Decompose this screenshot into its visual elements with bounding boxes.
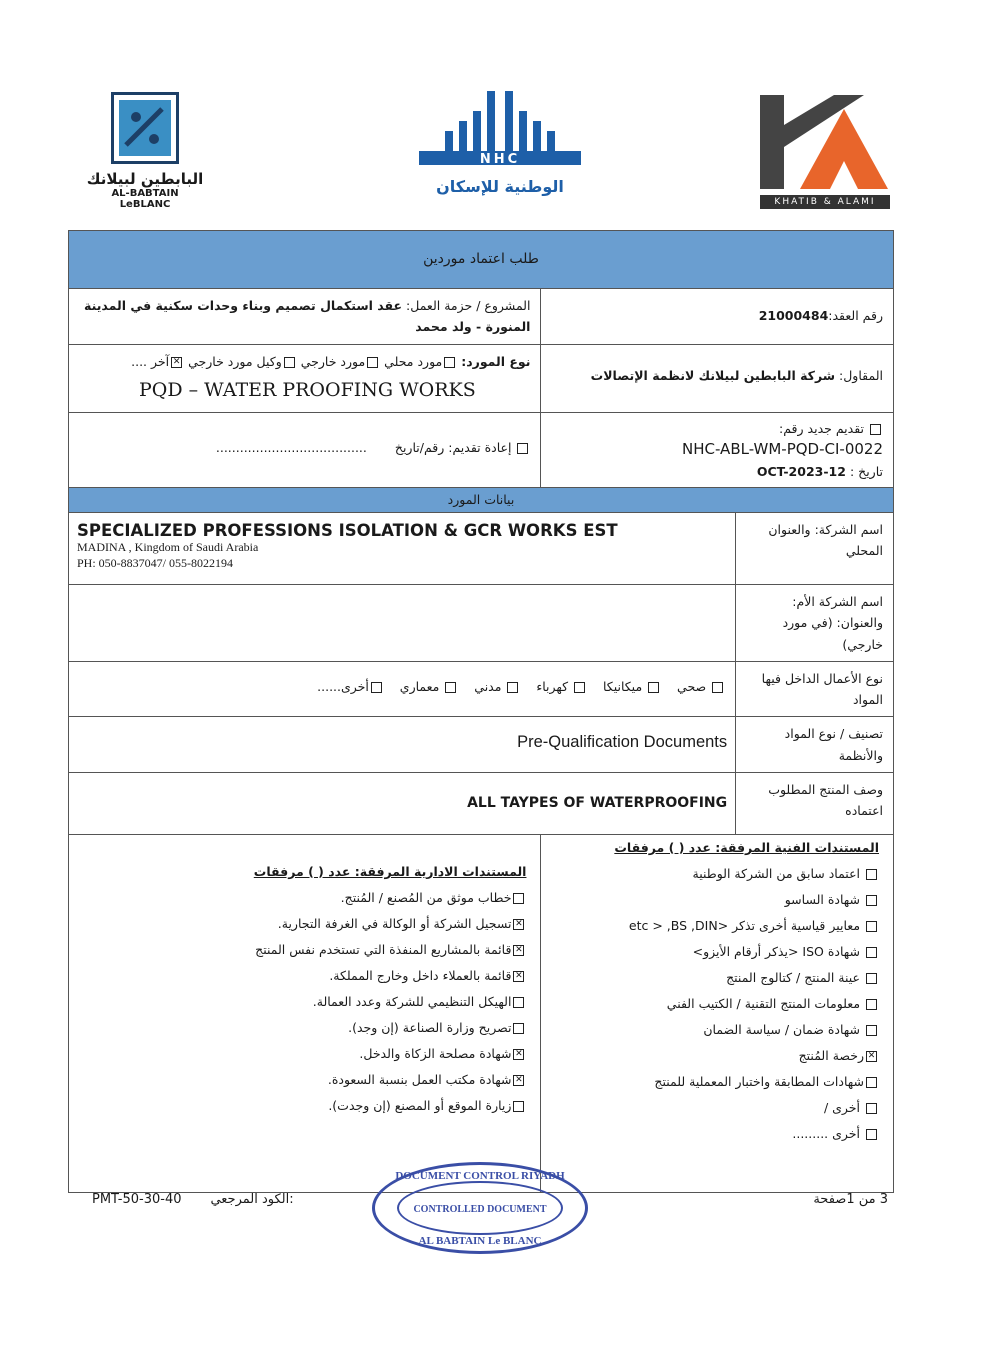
product-value: ALL TAYPES OF WATERPROOFING (69, 772, 736, 834)
logo-header (0, 0, 1000, 225)
technical-doc-checkbox[interactable] (866, 973, 877, 984)
project-label: المشروع / حزمة العمل: (406, 298, 531, 313)
al-babtain-logo (85, 92, 205, 210)
nhc-arabic-name: الوطنية للإسكان (436, 177, 564, 196)
submission-number: NHC-ABL-WM-PQD-CI-0022 (682, 440, 883, 459)
al-babtain-english-name: AL-BABTAIN LeBLANC (111, 188, 179, 210)
company-address: MADINA , Kingdom of Saudi Arabia (77, 540, 259, 555)
company-name: SPECIALIZED PROFESSIONS ISOLATION & GCR WORKS EST (77, 521, 618, 541)
al-babtain-arabic-name: البابطين لبيلانك (86, 170, 204, 188)
resubmission-checkbox[interactable] (517, 443, 528, 454)
admin-doc-checkbox[interactable]: ✕ (515, 970, 523, 981)
contractor-label: المقاول: (839, 367, 883, 383)
resubmission-cell (69, 413, 541, 488)
nhc-logo (415, 85, 585, 196)
supplier-data-header: بيانات المورد (69, 488, 894, 513)
project-value: عقد استكمال تصميم وبناء وحدات سكنية في المدينة المنورة - ولد محمد (84, 298, 531, 335)
al-babtain-emblem-icon (111, 92, 179, 164)
document-control-stamp (372, 1162, 588, 1254)
company-info-cell (69, 513, 736, 585)
technical-docs-cell (541, 834, 894, 1192)
architectural-checkbox[interactable] (445, 682, 456, 693)
mechanical-checkbox[interactable] (648, 682, 659, 693)
form-title: طلب اعتماد موردين (69, 231, 894, 289)
supplier-type-label: نوع المورد: (461, 353, 531, 369)
product-label: وصف المنتج المطلوب اعتماده (736, 772, 894, 834)
classification-value: Pre-Qualification Documents (69, 717, 736, 773)
khatib-alami-name: KHATIB & ALAMI (760, 195, 890, 209)
other-works-checkbox[interactable] (371, 682, 382, 693)
agent-supplier-checkbox[interactable] (284, 357, 295, 368)
contract-number: 21000484 (758, 308, 829, 323)
reference-code (92, 1192, 294, 1207)
company-phone: PH: 050-8837047/ 055-8022194 (77, 555, 233, 570)
company-label: اسم الشركة: والعنوان المحلي (736, 513, 894, 585)
classification-label: تصنيف / نوع المواد والأنظمة (736, 717, 894, 773)
page-number: 3 من 1صفحة (813, 1192, 888, 1207)
nhc-building-icon (415, 85, 585, 175)
admin-doc-checkbox[interactable]: ✕ (515, 944, 523, 955)
contract-cell (541, 289, 894, 345)
date-value: 12-OCT-2023 (756, 463, 846, 479)
technical-docs-list: المستندات الفنية المرفقة: عدد ( ) مرفقات اعتماد سابق من الشركة الوطنية شهادة الساسو معايير قياسية أخرى تذكر <etc > ,BS ,DIN شهادة ISO <يذكر أرقام الأيزو> عينة المنتج / كتالوج المنتج معلومات المنتج التقنية / الكتيب الفني شهادة ضمان / سياسة الضمان ✕رخصة المُنتج شهادات المطابقة واختبار المعملية للمنتج أخرى / أخرى ......... (541, 835, 893, 1147)
admin-docs-cell (69, 834, 541, 1192)
parent-company-value (69, 585, 736, 662)
technical-doc-checkbox[interactable] (866, 869, 877, 880)
technical-doc-checkbox[interactable]: ✕ (867, 1050, 876, 1061)
date-label: تاريخ : (849, 463, 883, 479)
new-submission-label: تقديم جديد رقم: (779, 421, 865, 437)
nhc-abbr: NHC (479, 152, 521, 167)
contractor-cell (541, 344, 894, 413)
contract-label: رقم العقد: (828, 308, 883, 323)
admin-doc-checkbox[interactable]: ✕ (515, 1074, 523, 1085)
sanitary-checkbox[interactable] (712, 682, 723, 693)
technical-doc-checkbox[interactable] (866, 1025, 877, 1036)
admin-doc-checkbox[interactable]: ✕ (515, 1048, 523, 1059)
resubmission-dots: ...................................... (215, 440, 367, 456)
electrical-checkbox[interactable] (574, 682, 585, 693)
technical-doc-checkbox[interactable] (866, 1103, 877, 1114)
reference-code-value: PMT-50-30-40 (92, 1192, 182, 1207)
foreign-supplier-checkbox[interactable] (367, 357, 378, 368)
admin-doc-checkbox[interactable] (513, 1101, 524, 1112)
technical-doc-checkbox[interactable] (866, 1129, 877, 1140)
new-submission-cell (541, 413, 894, 488)
technical-doc-checkbox[interactable] (866, 895, 877, 906)
project-cell (69, 289, 541, 345)
khatib-alami-logo (760, 95, 890, 209)
local-supplier-checkbox[interactable] (444, 357, 455, 368)
admin-docs-list: المستندات الادارية المرفقة: عدد ( ) مرفقات خطاب موثق من المُصنع / المُنتج. ✕تسجيل الشركة أو الوكالة في الغرفة التجارية. ✕قائمة بالمشاريع المنفذة التي تستخدم نفس المنتج ✕قائمة بالعملاء داخل وخارج المملكة. الهيكل التنظيمي للشركة وعدد العمالة. تصريح وزارة الصناعة (إن وجد). ✕شهادة مصلحة الزكاة والدخل. ✕شهادة مكتب العمل بنسبة السعودة. زيارة الموقع أو المصنع (إن وجدت). (69, 835, 540, 1119)
khatib-alami-ka-icon (760, 95, 890, 189)
stamp-line-2: CONTROLLED DOCUMENT (413, 1204, 547, 1215)
pqd-title: PQD – WATER PROOFING WORKS (139, 378, 476, 401)
works-type-cell: صحي ميكانيكا كهرباء مدني معماري أخرى...... (69, 661, 736, 717)
admin-doc-checkbox[interactable]: ✕ (515, 918, 523, 929)
admin-doc-checkbox[interactable] (513, 893, 524, 904)
other-supplier-checkbox[interactable]: ✕ (172, 356, 181, 367)
works-type-label: نوع الأعمال الداخل فيها المواد (736, 661, 894, 717)
admin-doc-checkbox[interactable] (513, 997, 524, 1008)
stamp-line-3: AL BABTAIN Le BLANC (418, 1235, 542, 1247)
reference-code-label: الكود المرجعي: (210, 1192, 294, 1207)
stamp-line-1: DOCUMENT CONTROL RIYADH (395, 1170, 565, 1182)
resubmission-label: إعادة تقديم: رقم/تاريخ (394, 440, 512, 456)
supplier-approval-form (68, 230, 894, 1193)
technical-doc-checkbox[interactable] (866, 947, 877, 958)
civil-checkbox[interactable] (507, 682, 518, 693)
technical-docs-title: المستندات الفنية المرفقة: عدد ( ) مرفقات (614, 839, 879, 855)
admin-docs-title: المستندات الادارية المرفقة: عدد ( ) مرفقات (253, 863, 527, 879)
new-submission-checkbox[interactable] (870, 424, 881, 435)
parent-company-label: اسم الشركة الأم: والعنوان: (في مورد خارجي) (736, 585, 894, 662)
technical-doc-checkbox[interactable] (866, 1077, 877, 1088)
contractor-value: شركة البابطين لبيلانك لانظمة الإتصالات (590, 367, 836, 383)
technical-doc-checkbox[interactable] (866, 921, 877, 932)
admin-doc-checkbox[interactable] (513, 1023, 524, 1034)
technical-doc-checkbox[interactable] (866, 999, 877, 1010)
supplier-type-cell: نوع المورد: مورد محلي مورد خارجي وكيل مورد خارجي ✕آخر .... PQD – WATER PROOFING WORKS (69, 344, 541, 413)
